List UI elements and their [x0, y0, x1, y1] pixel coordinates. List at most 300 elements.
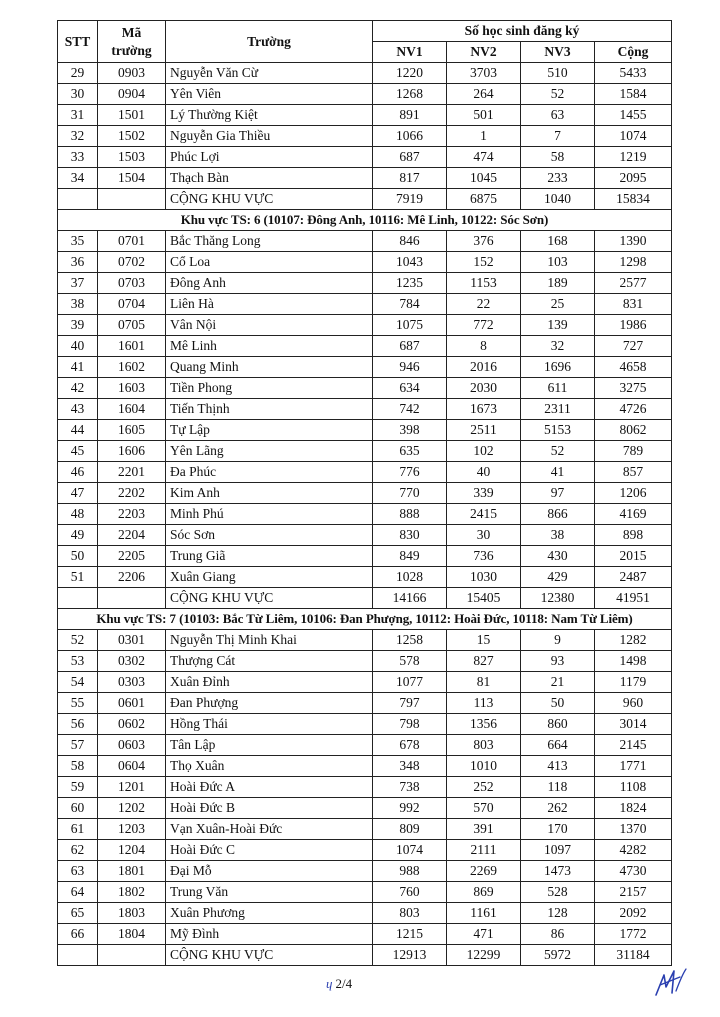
cell-nv2: 772: [447, 315, 521, 336]
table-row: [58, 420, 672, 441]
table-row: [58, 882, 672, 903]
cell-stt: 62: [58, 840, 98, 861]
cell-ma-truong: 2202: [98, 483, 166, 504]
total-nv3: 1040: [521, 189, 595, 210]
cell-nv1: 830: [373, 525, 447, 546]
cell-nv1: 988: [373, 861, 447, 882]
cell-nv3: 97: [521, 483, 595, 504]
cell-ma-truong: 0704: [98, 294, 166, 315]
total-nv2: 15405: [447, 588, 521, 609]
cell-nv1: 578: [373, 651, 447, 672]
cell-nv2: 570: [447, 798, 521, 819]
cell-truong: Sóc Sơn: [166, 525, 373, 546]
table-row: [58, 357, 672, 378]
cell-nv1: 784: [373, 294, 447, 315]
cell-ma-truong: 0703: [98, 273, 166, 294]
table-row: [58, 861, 672, 882]
cell-nv2: 2511: [447, 420, 521, 441]
page-number-text: 2/4: [335, 976, 353, 991]
cell-nv1: 1077: [373, 672, 447, 693]
cell-nv1: 742: [373, 399, 447, 420]
cell-nv2: 15: [447, 630, 521, 651]
table-row: [58, 105, 672, 126]
cell-nv1: 348: [373, 756, 447, 777]
cell-cong: 2095: [595, 168, 672, 189]
cell-nv2: 264: [447, 84, 521, 105]
col-truong-header: Trường: [166, 21, 373, 63]
region-header: Khu vực TS: 6 (10107: Đông Anh, 10116: Mê Linh, 10122: Sóc Sơn): [58, 210, 672, 231]
table-row: [58, 462, 672, 483]
cell-truong: Yên Viên: [166, 84, 373, 105]
total-nv1: 7919: [373, 189, 447, 210]
cell-nv2: 22: [447, 294, 521, 315]
cell-nv1: 760: [373, 882, 447, 903]
cell-truong: Quang Minh: [166, 357, 373, 378]
cell-truong: Minh Phú: [166, 504, 373, 525]
cell-nv2: 1356: [447, 714, 521, 735]
total-nv2: 12299: [447, 945, 521, 966]
cell-ma-truong: 0604: [98, 756, 166, 777]
cell-nv3: 429: [521, 567, 595, 588]
cell-cong: 1771: [595, 756, 672, 777]
table-row: [58, 672, 672, 693]
cell-nv1: 1043: [373, 252, 447, 273]
cell-nv3: 5153: [521, 420, 595, 441]
region-header-row: [58, 210, 672, 231]
cell-stt: 41: [58, 357, 98, 378]
cell-truong: Nguyễn Gia Thiều: [166, 126, 373, 147]
cell-ma-truong: 1203: [98, 819, 166, 840]
cell-stt: 60: [58, 798, 98, 819]
table-row: [58, 441, 672, 462]
cell-ma-truong: 1501: [98, 105, 166, 126]
cell-stt: 59: [58, 777, 98, 798]
cell-stt: 65: [58, 903, 98, 924]
total-row: [58, 588, 672, 609]
cell-nv2: 2111: [447, 840, 521, 861]
cell-nv1: 635: [373, 441, 447, 462]
cell-stt: 45: [58, 441, 98, 462]
table-row: [58, 336, 672, 357]
page-mark: ɥ: [326, 976, 333, 991]
total-nv3: 12380: [521, 588, 595, 609]
total-nv1: 12913: [373, 945, 447, 966]
table-body: [58, 63, 672, 966]
cell-truong: Xuân Đỉnh: [166, 672, 373, 693]
cell-nv3: 21: [521, 672, 595, 693]
table-row: [58, 567, 672, 588]
cell-nv3: 58: [521, 147, 595, 168]
cell-cong: 789: [595, 441, 672, 462]
cell-cong: 2487: [595, 567, 672, 588]
cell-nv2: 1030: [447, 567, 521, 588]
cell-truong: Nguyễn Thị Minh Khai: [166, 630, 373, 651]
page-number: [326, 976, 352, 992]
cell-cong: 1370: [595, 819, 672, 840]
cell-stt: 63: [58, 861, 98, 882]
cell-ma-truong: 0601: [98, 693, 166, 714]
table-row: [58, 273, 672, 294]
cell-nv3: 860: [521, 714, 595, 735]
cell-nv3: 1473: [521, 861, 595, 882]
cell-nv3: 1097: [521, 840, 595, 861]
cell-cong: 3275: [595, 378, 672, 399]
cell-nv3: 118: [521, 777, 595, 798]
cell-cong: 2145: [595, 735, 672, 756]
cell-stt: 31: [58, 105, 98, 126]
cell-cong: 4730: [595, 861, 672, 882]
cell-truong: Đông Anh: [166, 273, 373, 294]
cell-nv2: 102: [447, 441, 521, 462]
cell-stt: 47: [58, 483, 98, 504]
table-row: [58, 126, 672, 147]
cell-nv2: 113: [447, 693, 521, 714]
cell-nv1: 1066: [373, 126, 447, 147]
cell-stt: 46: [58, 462, 98, 483]
cell-cong: 1206: [595, 483, 672, 504]
cell-nv3: 664: [521, 735, 595, 756]
cell-cong: 3014: [595, 714, 672, 735]
table-row: [58, 294, 672, 315]
cell-stt: 51: [58, 567, 98, 588]
cell-ma-truong: 0303: [98, 672, 166, 693]
cell-ma-truong: 0705: [98, 315, 166, 336]
cell-stt: 29: [58, 63, 98, 84]
table-row: [58, 252, 672, 273]
cell-stt: 44: [58, 420, 98, 441]
total-cong: 31184: [595, 945, 672, 966]
cell-nv1: 398: [373, 420, 447, 441]
cell-truong: Xuân Phương: [166, 903, 373, 924]
cell-nv1: 1235: [373, 273, 447, 294]
cell-cong: 857: [595, 462, 672, 483]
cell-truong: Mỹ Đình: [166, 924, 373, 945]
cell-nv3: 233: [521, 168, 595, 189]
cell-nv3: 86: [521, 924, 595, 945]
cell-ma-truong: 0904: [98, 84, 166, 105]
cell-stt-empty: [58, 588, 98, 609]
table-row: [58, 147, 672, 168]
cell-nv3: 52: [521, 441, 595, 462]
cell-stt: 58: [58, 756, 98, 777]
cell-ma-truong: 0302: [98, 651, 166, 672]
table-row: [58, 840, 672, 861]
cell-nv3: 63: [521, 105, 595, 126]
cell-ma-truong: 0903: [98, 63, 166, 84]
cell-nv1: 687: [373, 336, 447, 357]
cell-cong: 2157: [595, 882, 672, 903]
cell-nv3: 32: [521, 336, 595, 357]
cell-nv2: 1161: [447, 903, 521, 924]
cell-nv1: 946: [373, 357, 447, 378]
cell-stt: 40: [58, 336, 98, 357]
cell-cong: 1219: [595, 147, 672, 168]
cell-ma-truong: 2204: [98, 525, 166, 546]
cell-nv3: 52: [521, 84, 595, 105]
cell-cong: 1824: [595, 798, 672, 819]
cell-stt: 52: [58, 630, 98, 651]
cell-nv1: 846: [373, 231, 447, 252]
cell-ma-truong: 1502: [98, 126, 166, 147]
cell-nv3: 41: [521, 462, 595, 483]
table-row: [58, 630, 672, 651]
cell-nv3: 50: [521, 693, 595, 714]
cell-nv3: 528: [521, 882, 595, 903]
total-label: CỘNG KHU VỰC: [166, 945, 373, 966]
table-row: [58, 168, 672, 189]
cell-nv2: 339: [447, 483, 521, 504]
table-row: [58, 378, 672, 399]
cell-nv2: 471: [447, 924, 521, 945]
cell-nv2: 869: [447, 882, 521, 903]
cell-ma-truong: 0602: [98, 714, 166, 735]
cell-ma-truong: 1202: [98, 798, 166, 819]
total-nv1: 14166: [373, 588, 447, 609]
total-label: CỘNG KHU VỰC: [166, 189, 373, 210]
region-header-row: [58, 609, 672, 630]
cell-nv3: 430: [521, 546, 595, 567]
cell-nv2: 30: [447, 525, 521, 546]
cell-truong: Xuân Giang: [166, 567, 373, 588]
table-row: [58, 399, 672, 420]
cell-nv1: 849: [373, 546, 447, 567]
cell-nv2: 391: [447, 819, 521, 840]
cell-nv3: 170: [521, 819, 595, 840]
col-nv3-header: NV3: [521, 42, 595, 63]
table-row: [58, 504, 672, 525]
cell-stt: 61: [58, 819, 98, 840]
cell-nv1: 797: [373, 693, 447, 714]
cell-cong: 960: [595, 693, 672, 714]
table-row: [58, 231, 672, 252]
table-row: [58, 63, 672, 84]
cell-cong: 1074: [595, 126, 672, 147]
col-cong-header: Cộng: [595, 42, 672, 63]
cell-ma-truong: 1804: [98, 924, 166, 945]
table-row: [58, 714, 672, 735]
cell-nv3: 510: [521, 63, 595, 84]
cell-nv2: 152: [447, 252, 521, 273]
table-row: [58, 798, 672, 819]
cell-nv2: 2016: [447, 357, 521, 378]
col-ma-truong-header: Mã trường: [98, 21, 166, 63]
table-row: [58, 651, 672, 672]
cell-nv1: 1028: [373, 567, 447, 588]
region-header: Khu vực TS: 7 (10103: Bắc Từ Liêm, 10106: Đan Phượng, 10112: Hoài Đức, 10118: Nam Từ Liêm): [58, 609, 672, 630]
cell-stt: 32: [58, 126, 98, 147]
cell-truong: Phúc Lợi: [166, 147, 373, 168]
cell-ma-truong: 0702: [98, 252, 166, 273]
table-row: [58, 819, 672, 840]
cell-ma-truong: 0701: [98, 231, 166, 252]
cell-ma-truong: 0603: [98, 735, 166, 756]
cell-nv2: 736: [447, 546, 521, 567]
col-group-so-hoc-sinh-header: Số học sinh đăng ký: [373, 21, 672, 42]
cell-stt: 64: [58, 882, 98, 903]
cell-nv3: 7: [521, 126, 595, 147]
cell-truong: Đại Mỗ: [166, 861, 373, 882]
cell-truong: Lý Thường Kiệt: [166, 105, 373, 126]
cell-ma-truong: 1503: [98, 147, 166, 168]
cell-cong: 5433: [595, 63, 672, 84]
cell-nv2: 1010: [447, 756, 521, 777]
cell-ma-truong: 1803: [98, 903, 166, 924]
cell-stt: 33: [58, 147, 98, 168]
cell-ma-truong: 1801: [98, 861, 166, 882]
cell-ma-truong: 1802: [98, 882, 166, 903]
cell-cong: 727: [595, 336, 672, 357]
cell-nv1: 687: [373, 147, 447, 168]
cell-stt: 54: [58, 672, 98, 693]
cell-nv2: 81: [447, 672, 521, 693]
cell-truong: Tân Lập: [166, 735, 373, 756]
cell-stt: 55: [58, 693, 98, 714]
table-row: [58, 777, 672, 798]
cell-nv1: 992: [373, 798, 447, 819]
cell-nv2: 1045: [447, 168, 521, 189]
cell-stt: 48: [58, 504, 98, 525]
cell-nv1: 678: [373, 735, 447, 756]
cell-truong: Thọ Xuân: [166, 756, 373, 777]
cell-ma-truong: 1606: [98, 441, 166, 462]
cell-stt: 35: [58, 231, 98, 252]
cell-nv1: 798: [373, 714, 447, 735]
total-row: [58, 945, 672, 966]
cell-nv3: 93: [521, 651, 595, 672]
total-nv3: 5972: [521, 945, 595, 966]
cell-stt: 53: [58, 651, 98, 672]
cell-nv3: 2311: [521, 399, 595, 420]
cell-nv3: 866: [521, 504, 595, 525]
cell-cong: 1584: [595, 84, 672, 105]
cell-cong: 831: [595, 294, 672, 315]
cell-ma-truong: 1504: [98, 168, 166, 189]
cell-cong: 1108: [595, 777, 672, 798]
cell-truong: Thạch Bàn: [166, 168, 373, 189]
cell-ma-truong-empty: [98, 945, 166, 966]
cell-truong: Đan Phượng: [166, 693, 373, 714]
table-row: [58, 924, 672, 945]
table-row: [58, 483, 672, 504]
cell-truong: Nguyễn Văn Cừ: [166, 63, 373, 84]
cell-truong: Vân Nội: [166, 315, 373, 336]
table-row: [58, 546, 672, 567]
cell-nv2: 1153: [447, 273, 521, 294]
cell-stt: 36: [58, 252, 98, 273]
cell-nv1: 1268: [373, 84, 447, 105]
cell-cong: 1179: [595, 672, 672, 693]
handwritten-initials: [650, 965, 690, 1000]
cell-nv2: 3703: [447, 63, 521, 84]
cell-nv1: 1075: [373, 315, 447, 336]
cell-nv2: 40: [447, 462, 521, 483]
table-header: [58, 21, 672, 63]
cell-nv2: 501: [447, 105, 521, 126]
col-nv1-header: NV1: [373, 42, 447, 63]
cell-nv1: 888: [373, 504, 447, 525]
cell-cong: 2577: [595, 273, 672, 294]
cell-ma-truong: 1604: [98, 399, 166, 420]
cell-ma-truong: 1605: [98, 420, 166, 441]
cell-ma-truong: 1601: [98, 336, 166, 357]
table-row: [58, 525, 672, 546]
cell-cong: 1282: [595, 630, 672, 651]
cell-nv3: 168: [521, 231, 595, 252]
table-row: [58, 693, 672, 714]
cell-stt: 57: [58, 735, 98, 756]
cell-nv1: 891: [373, 105, 447, 126]
cell-nv1: 803: [373, 903, 447, 924]
cell-truong: Tự Lập: [166, 420, 373, 441]
cell-stt-empty: [58, 945, 98, 966]
cell-truong: Vạn Xuân-Hoài Đức: [166, 819, 373, 840]
cell-truong: Đa Phúc: [166, 462, 373, 483]
cell-cong: 1298: [595, 252, 672, 273]
cell-nv2: 1673: [447, 399, 521, 420]
cell-cong: 4658: [595, 357, 672, 378]
total-cong: 15834: [595, 189, 672, 210]
cell-ma-truong: 2205: [98, 546, 166, 567]
cell-truong: Tiền Phong: [166, 378, 373, 399]
table-row: [58, 756, 672, 777]
cell-nv3: 38: [521, 525, 595, 546]
cell-stt: 49: [58, 525, 98, 546]
total-label: CỘNG KHU VỰC: [166, 588, 373, 609]
cell-cong: 898: [595, 525, 672, 546]
cell-truong: Hoài Đức B: [166, 798, 373, 819]
cell-nv2: 2415: [447, 504, 521, 525]
cell-truong: Bắc Thăng Long: [166, 231, 373, 252]
table-row: [58, 903, 672, 924]
total-cong: 41951: [595, 588, 672, 609]
cell-cong: 1455: [595, 105, 672, 126]
cell-truong: Yên Lãng: [166, 441, 373, 462]
cell-nv1: 1258: [373, 630, 447, 651]
cell-cong: 1390: [595, 231, 672, 252]
cell-nv1: 1220: [373, 63, 447, 84]
cell-ma-truong-empty: [98, 189, 166, 210]
cell-stt: 43: [58, 399, 98, 420]
cell-nv2: 827: [447, 651, 521, 672]
cell-stt: 66: [58, 924, 98, 945]
cell-cong: 4282: [595, 840, 672, 861]
cell-nv1: 1074: [373, 840, 447, 861]
cell-cong: 4169: [595, 504, 672, 525]
cell-stt: 50: [58, 546, 98, 567]
cell-stt: 39: [58, 315, 98, 336]
cell-nv2: 474: [447, 147, 521, 168]
cell-cong: 1498: [595, 651, 672, 672]
cell-nv2: 803: [447, 735, 521, 756]
cell-nv3: 139: [521, 315, 595, 336]
cell-truong: Thượng Cát: [166, 651, 373, 672]
cell-cong: 1772: [595, 924, 672, 945]
table-row: [58, 315, 672, 336]
cell-cong: 1986: [595, 315, 672, 336]
table-row: [58, 84, 672, 105]
cell-ma-truong: 1204: [98, 840, 166, 861]
cell-truong: Hồng Thái: [166, 714, 373, 735]
cell-nv2: 1: [447, 126, 521, 147]
cell-stt: 34: [58, 168, 98, 189]
cell-truong: Hoài Đức C: [166, 840, 373, 861]
cell-stt: 42: [58, 378, 98, 399]
cell-truong: Tiến Thịnh: [166, 399, 373, 420]
cell-nv1: 1215: [373, 924, 447, 945]
cell-stt: 30: [58, 84, 98, 105]
cell-nv2: 376: [447, 231, 521, 252]
cell-cong: 8062: [595, 420, 672, 441]
